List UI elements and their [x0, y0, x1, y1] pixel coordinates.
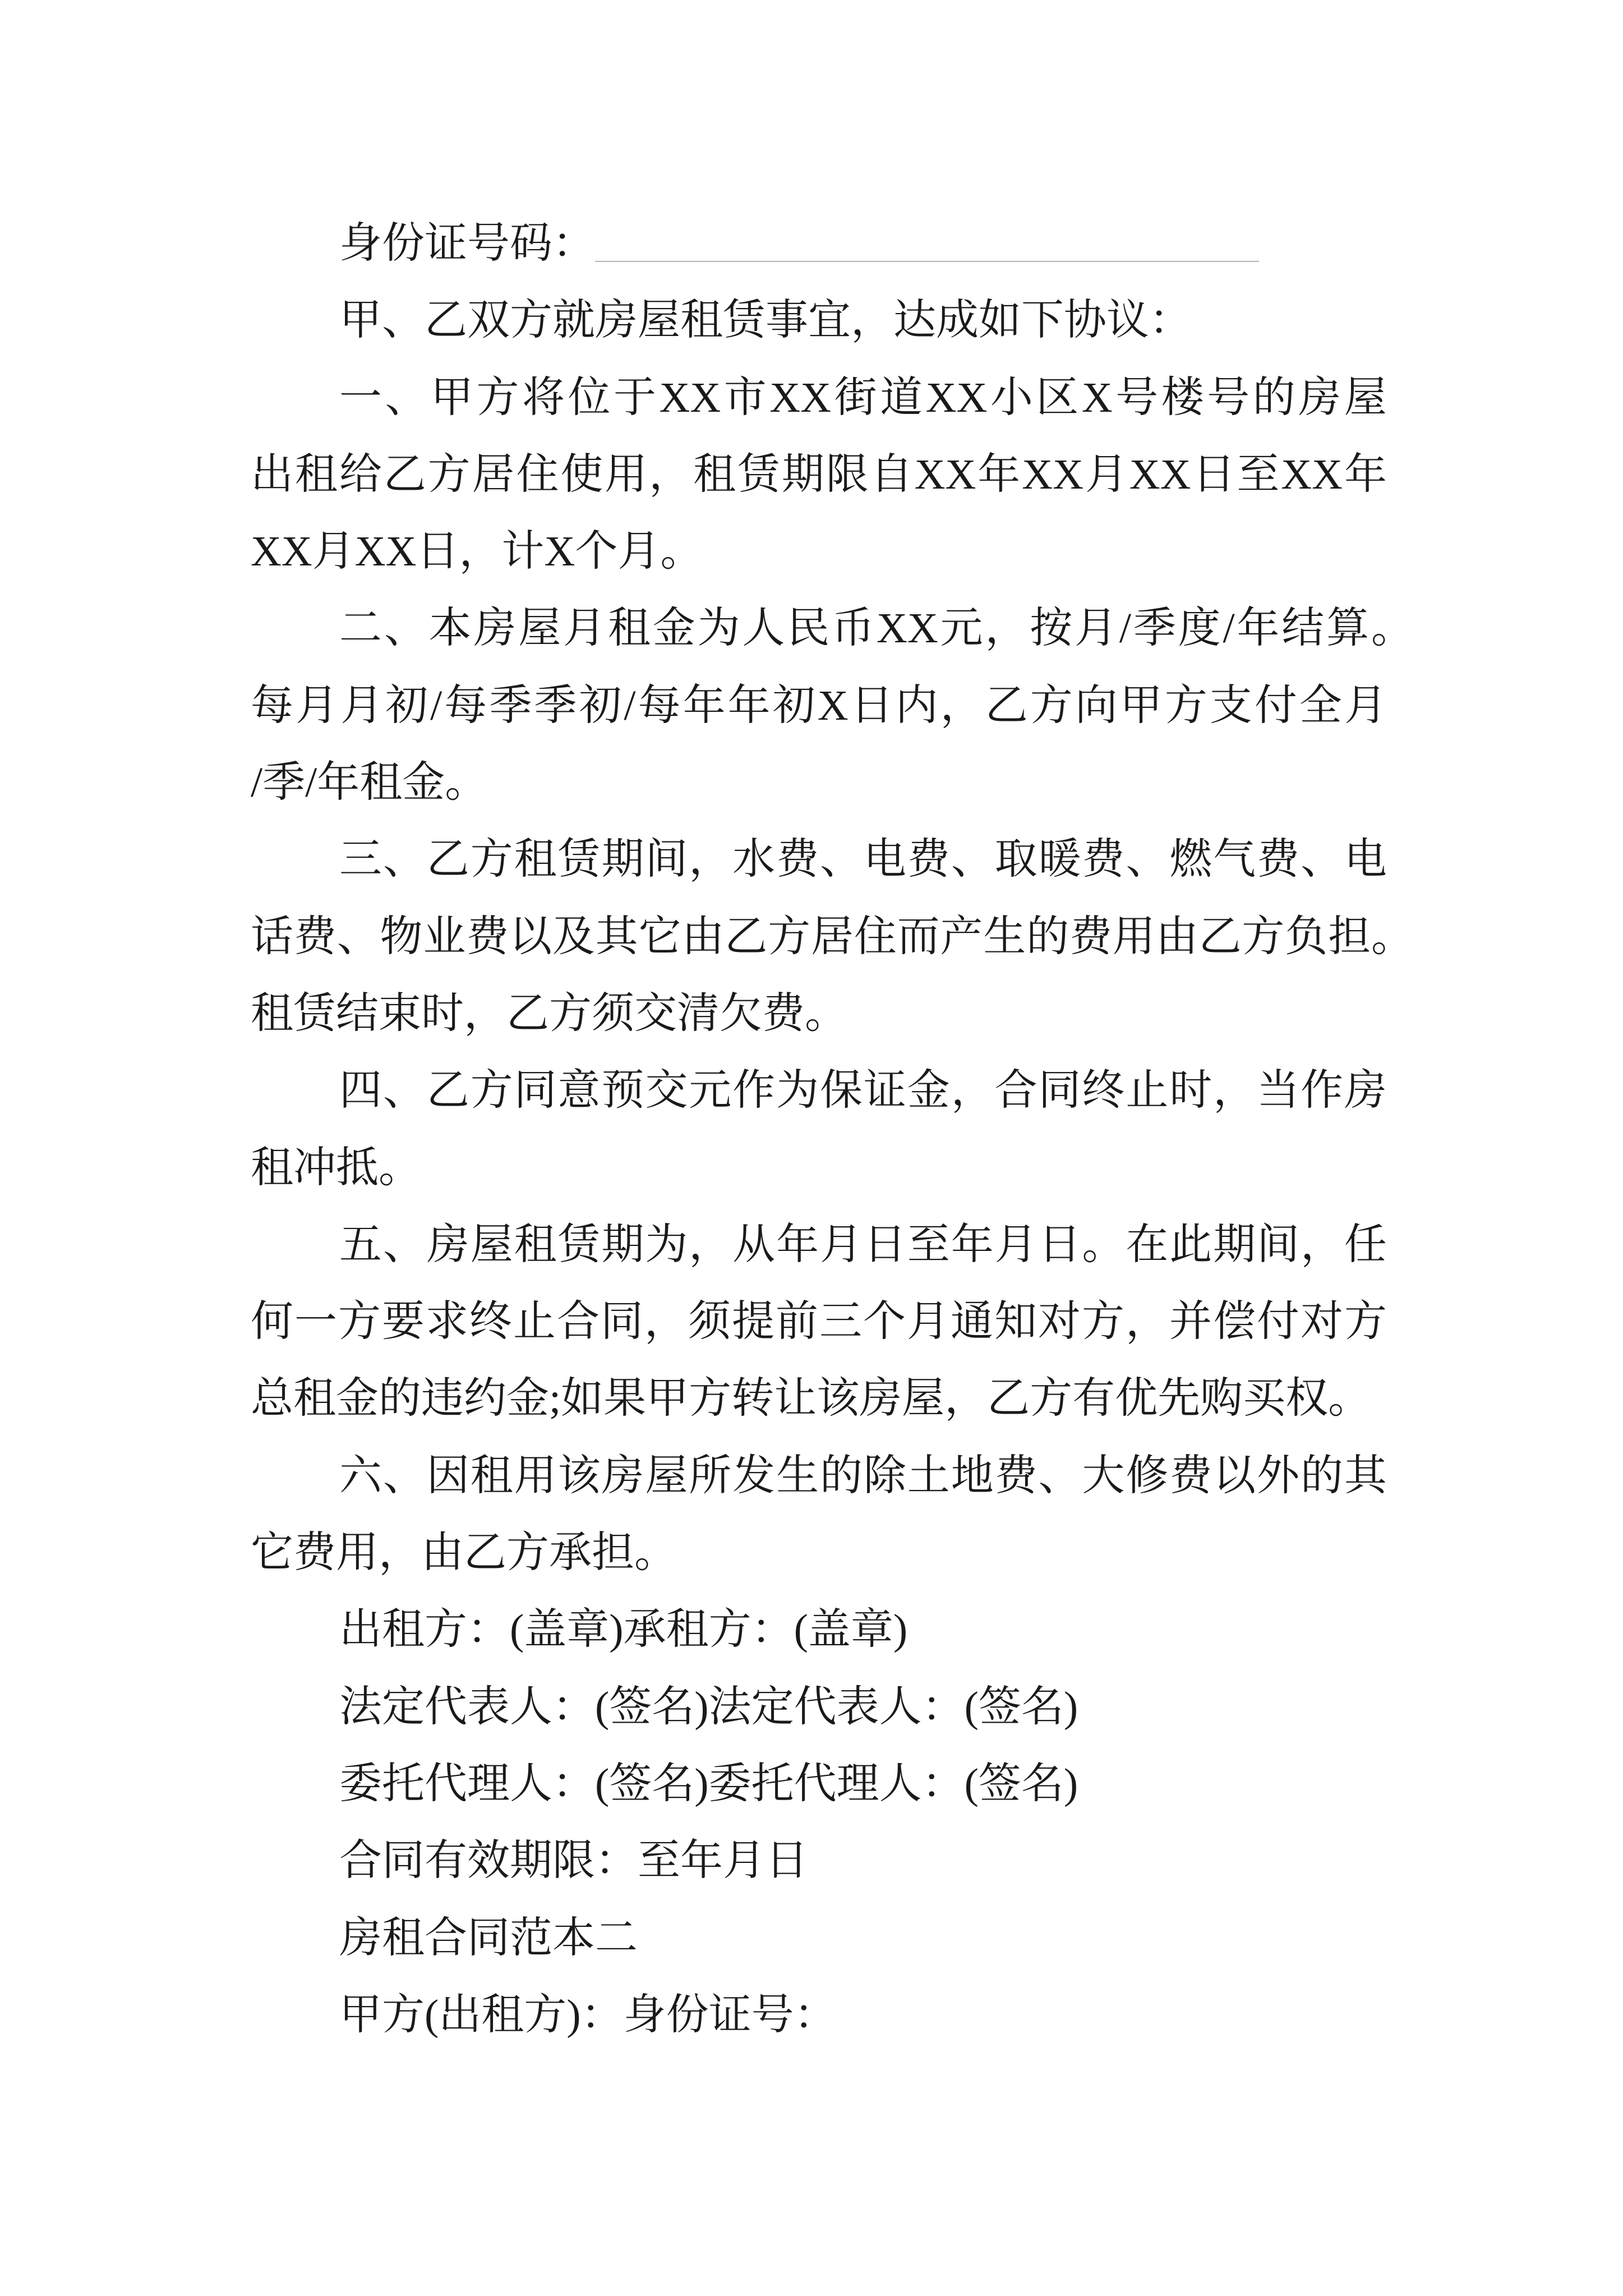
- text-line: 三 、 乙 方 租 赁 期 间 ， 水 费 、 电 费 、 取 暖 费 、 燃 气 费 、 电: [339, 836, 1387, 884]
- text-line: 房租合同范本二: [339, 1914, 638, 1962]
- text-line: 何 一 方 要 求 终 止 合 同 ， 须 提 前 三 个 月 通 知 对 方 ， 并 偿 付 对 方: [251, 1298, 1387, 1346]
- contract-body: [251, 205, 1414, 2054]
- text-line: 法定代表人：(签名)法定代表人：(签名): [339, 1683, 1078, 1731]
- text-line: 一 、 甲 方 将 位 于 XX 市 XX 街 道 XX 小 区 X 号 楼 号 的 房 屋: [339, 374, 1387, 421]
- text-line: 租赁结束时，乙方须交清欠费。: [251, 990, 847, 1037]
- text-line: 六 、 因 租 用 该 房 屋 所 发 生 的 除 土 地 费 、 大 修 费 以 外 的 其: [339, 1452, 1387, 1499]
- text-line: 甲、乙双方就房屋租赁事宜，达成如下协议：: [339, 297, 1192, 344]
- text-line: 总租金的违约金;如果甲方转让该房屋，乙方有优先购买权。: [251, 1375, 1371, 1423]
- paragraph: [251, 1052, 1387, 1207]
- id-number-label: 身份证号码：: [339, 220, 595, 267]
- paragraph: [251, 1746, 1387, 1823]
- text-line: 二 、 本 房 屋 月 租 金 为 人 民 币 XX 元 ， 按 月 / 季 度 / 年 结 算 。: [339, 605, 1414, 652]
- id-number-blank: [595, 260, 1259, 262]
- paragraph: [251, 1823, 1387, 1899]
- text-line: 甲方(出租方)：身份证号：: [339, 1991, 837, 2039]
- paragraph: [251, 360, 1387, 591]
- paragraph: [251, 590, 1414, 821]
- text-line: 出 租 给 乙 方 居 住 使 用 ， 租 赁 期 限 自 XX 年 XX 月 XX 日 至 XX 年: [251, 450, 1387, 498]
- text-line: 话 费 、 物 业 费 以 及 其 它 由 乙 方 居 住 而 产 生 的 费 用 由 乙 方 负 担 。: [251, 913, 1414, 960]
- text-line: XX月XX日，计X个月。: [251, 528, 703, 576]
- text-line: /季/年租金。: [251, 759, 488, 807]
- text-line: 它费用，由乙方承担。: [251, 1529, 677, 1577]
- paragraph: [251, 1438, 1387, 1592]
- paragraph: [251, 821, 1414, 1052]
- paragraph: [251, 1900, 1387, 1977]
- text-line: 出租方：(盖章)承租方：(盖章): [339, 1606, 908, 1654]
- paragraph: [251, 1669, 1387, 1746]
- paragraph: [251, 1591, 1387, 1668]
- text-line: 租冲抵。: [251, 1144, 421, 1191]
- text-line: 五 、 房 屋 租 赁 期 为 ， 从 年 月 日 至 年 月 日 。 在 此 期 间 ， 任: [339, 1221, 1387, 1268]
- text-line: 四 、 乙 方 同 意 预 交 元 作 为 保 证 金 ， 合 同 终 止 时 ， 当 作 房: [339, 1067, 1387, 1115]
- text-line: 每 月 月 初 / 每 季 季 初 / 每 年 年 初 X 日 内 ， 乙 方 向 甲 方 支 付 全 月: [251, 682, 1387, 729]
- paragraph: [251, 1207, 1387, 1438]
- paragraph: [251, 282, 1387, 359]
- id-number-line: [251, 205, 1387, 282]
- text-line: 合同有效期限：至年月日: [339, 1837, 808, 1885]
- text-line: 委托代理人：(签名)委托代理人：(签名): [339, 1760, 1078, 1807]
- paragraph: [251, 1977, 1387, 2054]
